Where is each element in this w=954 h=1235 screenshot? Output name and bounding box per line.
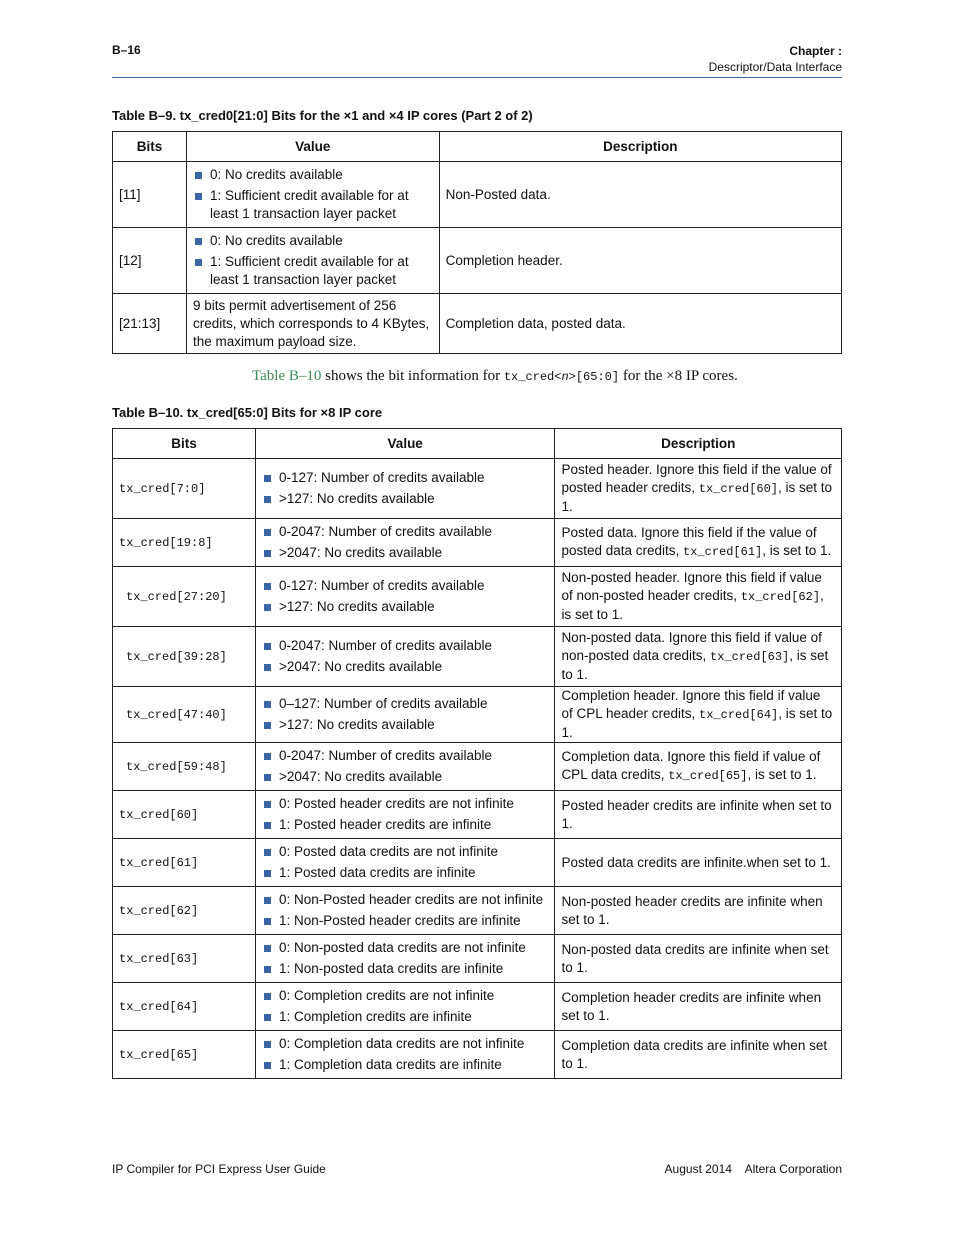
value-cell xyxy=(255,519,555,567)
value-bullet: 1: Posted header credits are infinite xyxy=(262,816,549,834)
value-bullet: 0-2047: Number of credits available xyxy=(262,523,549,541)
description-cell xyxy=(555,459,842,519)
description-text: Non-posted header. Ignore this field if value of non-posted header credits, xyxy=(561,570,822,603)
value-bullet: >127: No credits available xyxy=(262,490,549,508)
table-row xyxy=(113,567,842,627)
description-cell xyxy=(555,687,842,743)
signal-reference: tx_cred[63] xyxy=(710,650,790,664)
description-cell xyxy=(555,567,842,627)
bits-cell: tx_cred[63] xyxy=(113,935,256,983)
description-text: , is set to 1. xyxy=(561,706,833,740)
column-header-description: Description xyxy=(439,132,841,162)
bits-cell: tx_cred[47:40] xyxy=(113,687,256,743)
description-cell: Non-posted data credits are infinite when set to 1. xyxy=(555,935,842,983)
signal-reference: tx_cred[60] xyxy=(698,482,778,496)
value-cell xyxy=(255,627,555,687)
value-bullet: 0-2047: Number of credits available xyxy=(262,637,549,655)
value-bullet: 0: Completion data credits are not infinite xyxy=(262,1035,549,1053)
description-text: , is set to 1. xyxy=(747,767,817,782)
value-cell xyxy=(255,687,555,743)
table-b10-link[interactable]: Table B–10 xyxy=(252,368,322,384)
value-bullet: >2047: No credits available xyxy=(262,544,549,562)
description-text: Non-posted data. Ignore this field if value of non-posted data credits, xyxy=(561,630,822,663)
signal-reference: tx_cred[64] xyxy=(699,708,779,722)
value-bullet: >2047: No credits available xyxy=(262,658,549,676)
table-row xyxy=(113,627,842,687)
value-bullet: 1: Sufficient credit available for at least 1 transaction layer packet xyxy=(193,253,433,289)
description-text: , is set to 1. xyxy=(762,543,832,558)
table-row xyxy=(113,228,842,294)
table-row xyxy=(113,687,842,743)
value-bullet: 0–127: Number of credits available xyxy=(262,695,549,713)
signal-reference: tx_cred[61] xyxy=(683,545,763,559)
value-cell: 9 bits permit advertisement of 256 credits, which corresponds to 4 KBytes, the maximum payload size. xyxy=(186,294,439,354)
header-rule xyxy=(112,77,842,78)
table-b9 xyxy=(112,131,842,354)
signal-prefix: tx_cred< xyxy=(503,370,562,384)
value-cell xyxy=(255,459,555,519)
table-row xyxy=(113,459,842,519)
bits-cell: tx_cred[60] xyxy=(113,791,256,839)
value-bullet: 0: Posted data credits are not infinite xyxy=(262,843,549,861)
value-bullet: 0: Non-Posted header credits are not infinite xyxy=(262,891,549,909)
value-cell xyxy=(255,791,555,839)
bits-cell: tx_cred[7:0] xyxy=(113,459,256,519)
table-row xyxy=(113,162,842,228)
signal-reference: tx_cred[65] xyxy=(668,769,748,783)
value-cell xyxy=(255,1031,555,1079)
description-cell: Completion header credits are infinite when set to 1. xyxy=(555,983,842,1031)
description-cell: Non-Posted data. xyxy=(439,162,841,228)
value-bullet: 1: Completion data credits are infinite xyxy=(262,1056,549,1074)
value-bullet: 0: Completion credits are not infinite xyxy=(262,987,549,1005)
value-cell xyxy=(255,743,555,791)
footer-document-title: IP Compiler for PCI Express User Guide xyxy=(112,1162,326,1176)
description-cell: Posted data credits are infinite.when set to 1. xyxy=(555,839,842,887)
signal-name xyxy=(504,370,619,384)
bits-cell: tx_cred[62] xyxy=(113,887,256,935)
table-b9-caption: Table B–9. tx_cred0[21:0] Bits for the ×1 and ×4 IP cores (Part 2 of 2) xyxy=(112,108,533,123)
table-row xyxy=(113,839,842,887)
description-text: Completion data. Ignore this field if value of CPL data credits, xyxy=(561,749,821,782)
signal-reference: tx_cred[62] xyxy=(740,590,821,604)
bits-cell: tx_cred[64] xyxy=(113,983,256,1031)
value-cell xyxy=(255,887,555,935)
footer-date-company: August 2014 Altera Corporation xyxy=(664,1162,842,1176)
description-text: Posted header. Ignore this field if the value of posted header credits, xyxy=(561,462,832,495)
value-cell xyxy=(186,162,439,228)
value-bullet: 1: Sufficient credit available for at least 1 transaction layer packet xyxy=(193,187,433,223)
value-bullet: 0: No credits available xyxy=(193,166,433,184)
value-cell xyxy=(186,228,439,294)
bits-cell: [12] xyxy=(113,228,187,294)
chapter-title: Descriptor/Data Interface xyxy=(708,60,842,74)
value-cell xyxy=(255,935,555,983)
description-text: , is set to 1. xyxy=(561,648,829,682)
table-row xyxy=(113,983,842,1031)
table-row xyxy=(113,519,842,567)
column-header-bits: Bits xyxy=(113,132,187,162)
signal-variable: n xyxy=(561,370,569,384)
bits-cell: [21:13] xyxy=(113,294,187,354)
signal-suffix: >[65:0] xyxy=(568,370,620,384)
description-cell: Completion data credits are infinite when set to 1. xyxy=(555,1031,842,1079)
table-row xyxy=(113,887,842,935)
page-number: B–16 xyxy=(112,43,141,57)
value-cell xyxy=(255,983,555,1031)
column-header-value: Value xyxy=(255,429,555,459)
table-row xyxy=(113,294,842,354)
table-b10-caption: Table B–10. tx_cred[65:0] Bits for ×8 IP core xyxy=(112,405,383,420)
value-bullet: 1: Non-Posted header credits are infinite xyxy=(262,912,549,930)
intro-paragraph xyxy=(252,368,738,385)
intro-text: shows the bit information for xyxy=(321,368,504,384)
description-cell xyxy=(555,519,842,567)
table-row xyxy=(113,743,842,791)
description-cell: Non-posted header credits are infinite when set to 1. xyxy=(555,887,842,935)
value-bullet: >127: No credits available xyxy=(262,716,549,734)
description-cell: Posted header credits are infinite when set to 1. xyxy=(555,791,842,839)
table-row xyxy=(113,935,842,983)
value-bullet: 0: No credits available xyxy=(193,232,433,250)
value-bullet: 0: Non-posted data credits are not infinite xyxy=(262,939,549,957)
value-bullet: 1: Posted data credits are infinite xyxy=(262,864,549,882)
column-header-bits: Bits xyxy=(113,429,256,459)
bits-cell: tx_cred[19:8] xyxy=(113,519,256,567)
column-header-description: Description xyxy=(555,429,842,459)
bits-cell: tx_cred[39:28] xyxy=(113,627,256,687)
column-header-value: Value xyxy=(186,132,439,162)
table-b10 xyxy=(112,428,842,1079)
description-cell: Completion header. xyxy=(439,228,841,294)
value-bullet: 0-127: Number of credits available xyxy=(262,469,549,487)
bits-cell: tx_cred[59:48] xyxy=(113,743,256,791)
description-cell: Completion data, posted data. xyxy=(439,294,841,354)
description-cell xyxy=(555,743,842,791)
description-cell xyxy=(555,627,842,687)
value-bullet: >2047: No credits available xyxy=(262,768,549,786)
value-bullet: 0: Posted header credits are not infinite xyxy=(262,795,549,813)
value-bullet: 0-2047: Number of credits available xyxy=(262,747,549,765)
value-bullet: 1: Non-posted data credits are infinite xyxy=(262,960,549,978)
running-header xyxy=(709,43,842,75)
value-bullet: 0-127: Number of credits available xyxy=(262,577,549,595)
value-cell xyxy=(255,839,555,887)
bits-cell: tx_cred[27:20] xyxy=(113,567,256,627)
description-text: Completion header. Ignore this field if value of CPL header credits, xyxy=(561,688,821,721)
table-row xyxy=(113,1031,842,1079)
description-text: Posted data. Ignore this field if the value of posted data credits, xyxy=(561,525,817,558)
bits-cell: tx_cred[61] xyxy=(113,839,256,887)
description-text: , is set to 1. xyxy=(561,480,833,514)
bits-cell: tx_cred[65] xyxy=(113,1031,256,1079)
intro-text-end: for the ×8 IP cores. xyxy=(619,368,738,384)
value-bullet: 1: Completion credits are infinite xyxy=(262,1008,549,1026)
value-bullet: >127: No credits available xyxy=(262,598,549,616)
table-row xyxy=(113,791,842,839)
chapter-label: Chapter : xyxy=(789,44,842,58)
value-cell xyxy=(255,567,555,627)
bits-cell: [11] xyxy=(113,162,187,228)
description-text: , is set to 1. xyxy=(561,588,824,622)
